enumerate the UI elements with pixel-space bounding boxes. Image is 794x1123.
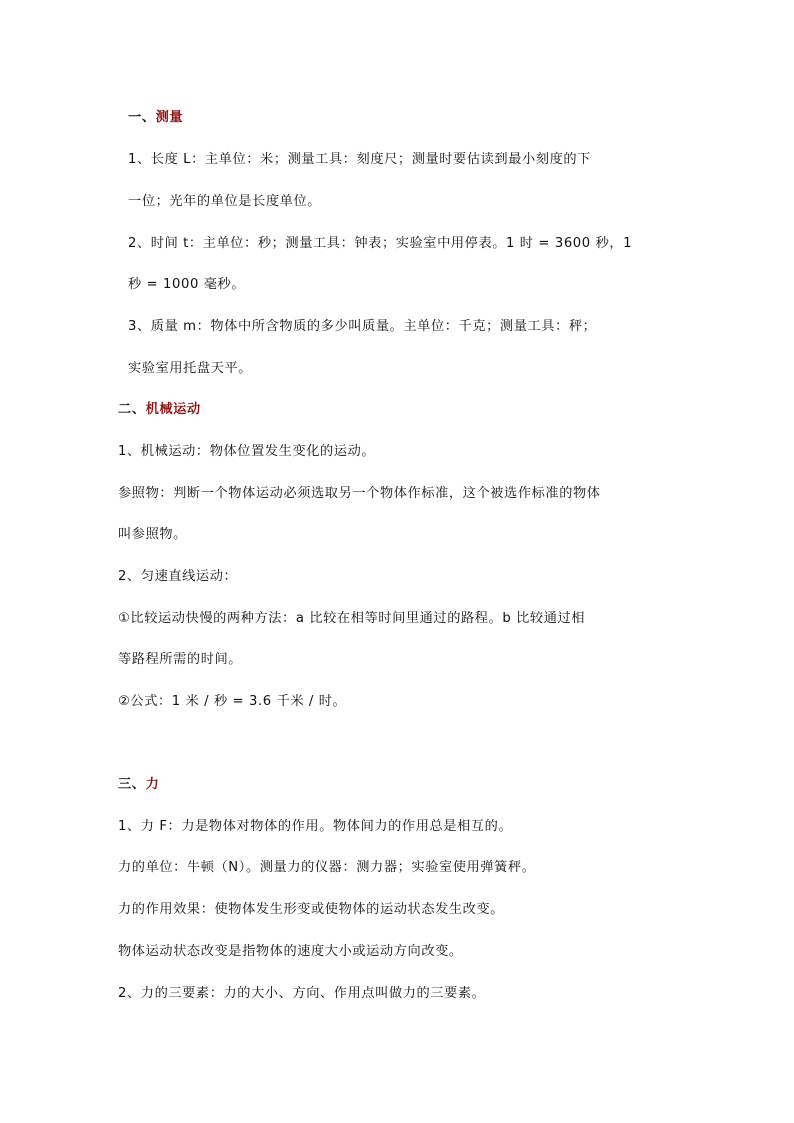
paragraph-line: 秒 = 1000 毫秒。: [128, 277, 246, 292]
section-title: 力: [145, 777, 160, 792]
paragraph-line: 力的作用效果：使物体发生形变或使物体的运动状态发生改变。: [118, 902, 505, 917]
section-title: 机械运动: [145, 402, 201, 417]
paragraph-line: 2、时间 t：主单位：秒；测量工具：钟表；实验室中用停表。1 时 = 3600 秒，1: [128, 236, 633, 251]
section-heading-measurement: [128, 109, 183, 127]
section-heading-mechanical-motion: [118, 401, 201, 419]
paragraph-line: 2、匀速直线运动：: [118, 569, 238, 584]
paragraph-line: 一位；光年的单位是长度单位。: [128, 194, 322, 209]
paragraph-line: 实验室用托盘天平。: [128, 361, 253, 376]
paragraph-line: 物体运动状态改变是指物体的速度大小或运动方向改变。: [118, 944, 463, 959]
paragraph-line: ②公式：1 米 / 秒 = 3.6 千米 / 时。: [118, 694, 347, 709]
section-number: 二、: [118, 402, 146, 417]
paragraph-line: ①比较运动快慢的两种方法：a 比较在相等时间里通过的路程。b 比较通过相: [118, 611, 586, 626]
paragraph-line: 叫参照物。: [118, 527, 187, 542]
section-number: 一、: [128, 110, 156, 125]
paragraph-line: 3、质量 m：物体中所含物质的多少叫质量。主单位：千克；测量工具：秤；: [128, 319, 597, 334]
paragraph-line: 1、长度 L：主单位：米；测量工具：刻度尺；测量时要估读到最小刻度的下: [128, 152, 591, 167]
section-heading-force: [118, 776, 159, 794]
paragraph-line: 1、机械运动：物体位置发生变化的运动。: [118, 444, 376, 459]
paragraph-line: 参照物：判断一个物体运动必须选取另一个物体作标准，这个被选作标准的物体: [118, 486, 601, 501]
paragraph-line: 等路程所需的时间。: [118, 652, 243, 667]
section-number: 三、: [118, 777, 146, 792]
paragraph-line: 1、力 F：力是物体对物体的作用。物体间力的作用总是相互的。: [118, 819, 513, 834]
paragraph-line: 力的单位：牛顿（N）。测量力的仪器：测力器；实验室使用弹簧秤。: [118, 860, 536, 875]
paragraph-line: 2、力的三要素：力的大小、方向、作用点叫做力的三要素。: [118, 986, 486, 1001]
section-title: 测量: [155, 110, 184, 125]
